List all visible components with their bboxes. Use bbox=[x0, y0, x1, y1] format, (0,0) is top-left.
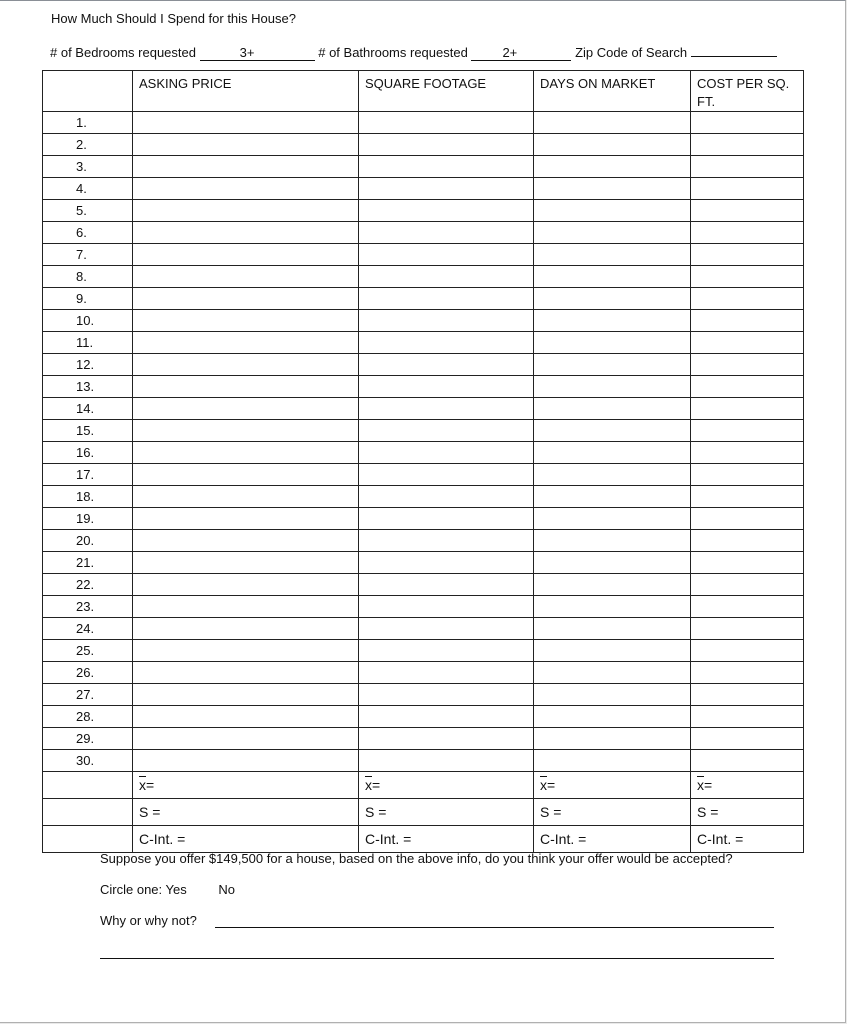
days-on-market-mean[interactable] bbox=[534, 772, 691, 799]
yes-option[interactable]: Yes bbox=[165, 882, 187, 897]
mean-equals: = bbox=[704, 777, 713, 793]
row-number: 22. bbox=[43, 574, 133, 596]
mean-row-label bbox=[43, 772, 133, 799]
row-number: 9. bbox=[43, 288, 133, 310]
cost-per-sqft-cell[interactable] bbox=[691, 640, 804, 662]
square-footage-cell[interactable] bbox=[359, 244, 534, 266]
asking-price-cell[interactable] bbox=[133, 684, 359, 706]
asking-price-cell[interactable] bbox=[133, 728, 359, 750]
days-on-market-sd[interactable]: S = bbox=[534, 799, 691, 826]
mean-row bbox=[43, 772, 804, 799]
table-row bbox=[43, 376, 804, 398]
row-number: 16. bbox=[43, 442, 133, 464]
cost-per-sqft-cell[interactable] bbox=[691, 178, 804, 200]
table-row bbox=[43, 552, 804, 574]
square-footage-cell[interactable] bbox=[359, 178, 534, 200]
table-row bbox=[43, 574, 804, 596]
cost-per-sqft-mean[interactable] bbox=[691, 772, 804, 799]
why-label: Why or why not? bbox=[100, 913, 197, 928]
square-footage-cell[interactable] bbox=[359, 288, 534, 310]
cost-per-sqft-ci[interactable]: C-Int. = bbox=[691, 826, 804, 853]
cost-per-sqft-cell[interactable] bbox=[691, 420, 804, 442]
sd-row bbox=[43, 799, 804, 826]
table-row bbox=[43, 750, 804, 772]
square-footage-cell[interactable] bbox=[359, 156, 534, 178]
days-on-market-cell[interactable] bbox=[534, 464, 691, 486]
square-footage-cell[interactable] bbox=[359, 684, 534, 706]
table-row bbox=[43, 530, 804, 552]
asking-price-cell[interactable] bbox=[133, 112, 359, 134]
table-row bbox=[43, 244, 804, 266]
row-number: 15. bbox=[43, 420, 133, 442]
row-number: 23. bbox=[43, 596, 133, 618]
asking-price-sd[interactable]: S = bbox=[133, 799, 359, 826]
why-answer-line-1[interactable] bbox=[215, 927, 774, 928]
table-header-row bbox=[43, 71, 804, 112]
square-footage-cell[interactable] bbox=[359, 750, 534, 772]
table-row bbox=[43, 618, 804, 640]
square-footage-cell[interactable] bbox=[359, 420, 534, 442]
cost-per-sqft-cell[interactable] bbox=[691, 552, 804, 574]
table-row bbox=[43, 640, 804, 662]
days-on-market-cell[interactable] bbox=[534, 640, 691, 662]
cost-per-sqft-cell[interactable] bbox=[691, 332, 804, 354]
asking-price-cell[interactable] bbox=[133, 178, 359, 200]
row-number: 3. bbox=[43, 156, 133, 178]
bathrooms-field[interactable] bbox=[471, 46, 571, 61]
table-row bbox=[43, 486, 804, 508]
row-number: 20. bbox=[43, 530, 133, 552]
row-number: 6. bbox=[43, 222, 133, 244]
cost-per-sqft-cell[interactable] bbox=[691, 750, 804, 772]
asking-price-cell[interactable] bbox=[133, 750, 359, 772]
cost-per-sqft-cell[interactable] bbox=[691, 596, 804, 618]
house-data-table bbox=[42, 70, 804, 853]
table-row bbox=[43, 134, 804, 156]
row-number: 11. bbox=[43, 332, 133, 354]
cost-per-sqft-cell[interactable] bbox=[691, 728, 804, 750]
asking-price-cell[interactable] bbox=[133, 310, 359, 332]
cost-per-sqft-sd[interactable]: S = bbox=[691, 799, 804, 826]
table-row bbox=[43, 684, 804, 706]
row-number: 12. bbox=[43, 354, 133, 376]
table-row bbox=[43, 112, 804, 134]
square-footage-cell[interactable] bbox=[359, 640, 534, 662]
row-number: 29. bbox=[43, 728, 133, 750]
asking-price-cell[interactable] bbox=[133, 618, 359, 640]
table-row bbox=[43, 728, 804, 750]
mean-equals: = bbox=[372, 777, 381, 793]
asking-price-ci[interactable]: C-Int. = bbox=[133, 826, 359, 853]
row-number: 26. bbox=[43, 662, 133, 684]
square-footage-cell[interactable] bbox=[359, 200, 534, 222]
square-footage-cell[interactable] bbox=[359, 464, 534, 486]
cost-per-sqft-cell[interactable] bbox=[691, 156, 804, 178]
search-criteria bbox=[50, 41, 777, 61]
days-on-market-cell[interactable] bbox=[534, 728, 691, 750]
table-row bbox=[43, 442, 804, 464]
row-number: 4. bbox=[43, 178, 133, 200]
days-on-market-cell[interactable] bbox=[534, 442, 691, 464]
header-asking-price: ASKING PRICE bbox=[133, 71, 359, 112]
header-cost-per-sqft: COST PER SQ. FT. bbox=[691, 71, 804, 112]
no-option[interactable]: No bbox=[218, 882, 235, 897]
mean-equals: = bbox=[547, 777, 556, 793]
asking-price-cell[interactable] bbox=[133, 222, 359, 244]
square-footage-cell[interactable] bbox=[359, 706, 534, 728]
row-number: 10. bbox=[43, 310, 133, 332]
days-on-market-cell[interactable] bbox=[534, 508, 691, 530]
cost-per-sqft-cell[interactable] bbox=[691, 266, 804, 288]
days-on-market-cell[interactable] bbox=[534, 618, 691, 640]
table-row bbox=[43, 222, 804, 244]
asking-price-cell[interactable] bbox=[133, 552, 359, 574]
cost-per-sqft-cell[interactable] bbox=[691, 574, 804, 596]
square-footage-cell[interactable] bbox=[359, 134, 534, 156]
days-on-market-cell[interactable] bbox=[534, 552, 691, 574]
circle-one bbox=[100, 882, 235, 897]
row-number: 18. bbox=[43, 486, 133, 508]
asking-price-cell[interactable] bbox=[133, 530, 359, 552]
asking-price-cell[interactable] bbox=[133, 244, 359, 266]
row-number: 7. bbox=[43, 244, 133, 266]
asking-price-cell[interactable] bbox=[133, 288, 359, 310]
row-number: 1. bbox=[43, 112, 133, 134]
square-footage-cell[interactable] bbox=[359, 486, 534, 508]
cost-per-sqft-cell[interactable] bbox=[691, 222, 804, 244]
cost-per-sqft-cell[interactable] bbox=[691, 442, 804, 464]
square-footage-cell[interactable] bbox=[359, 112, 534, 134]
square-footage-cell[interactable] bbox=[359, 310, 534, 332]
mean-equals: = bbox=[146, 777, 155, 793]
table-row bbox=[43, 354, 804, 376]
mean-symbol: $\overline{x}$ bbox=[139, 777, 146, 793]
cost-per-sqft-cell[interactable] bbox=[691, 398, 804, 420]
days-on-market-cell[interactable] bbox=[534, 178, 691, 200]
row-number: 27. bbox=[43, 684, 133, 706]
asking-price-cell[interactable] bbox=[133, 200, 359, 222]
asking-price-cell[interactable] bbox=[133, 662, 359, 684]
days-on-market-cell[interactable] bbox=[534, 420, 691, 442]
cost-per-sqft-cell[interactable] bbox=[691, 464, 804, 486]
cost-per-sqft-cell[interactable] bbox=[691, 200, 804, 222]
square-footage-cell[interactable] bbox=[359, 376, 534, 398]
square-footage-cell[interactable] bbox=[359, 222, 534, 244]
asking-price-cell[interactable] bbox=[133, 486, 359, 508]
asking-price-cell[interactable] bbox=[133, 464, 359, 486]
square-footage-cell[interactable] bbox=[359, 728, 534, 750]
row-number: 17. bbox=[43, 464, 133, 486]
square-footage-cell[interactable] bbox=[359, 508, 534, 530]
cost-per-sqft-cell[interactable] bbox=[691, 662, 804, 684]
asking-price-cell[interactable] bbox=[133, 640, 359, 662]
days-on-market-cell[interactable] bbox=[534, 354, 691, 376]
page-title: How Much Should I Spend for this House? bbox=[51, 11, 296, 26]
asking-price-cell[interactable] bbox=[133, 266, 359, 288]
table-row bbox=[43, 200, 804, 222]
ci-row bbox=[43, 826, 804, 853]
asking-price-cell[interactable] bbox=[133, 508, 359, 530]
cost-per-sqft-cell[interactable] bbox=[691, 508, 804, 530]
days-on-market-cell[interactable] bbox=[534, 244, 691, 266]
square-footage-sd[interactable]: S = bbox=[359, 799, 534, 826]
cost-per-sqft-cell[interactable] bbox=[691, 354, 804, 376]
cost-per-sqft-cell[interactable] bbox=[691, 288, 804, 310]
offer-question: Suppose you offer $149,500 for a house, based on the above info, do you think your offer would be accepted? bbox=[100, 851, 733, 866]
row-number: 5. bbox=[43, 200, 133, 222]
table-row bbox=[43, 464, 804, 486]
sd-row-label bbox=[43, 799, 133, 826]
square-footage-cell[interactable] bbox=[359, 442, 534, 464]
ci-row-label bbox=[43, 826, 133, 853]
asking-price-cell[interactable] bbox=[133, 442, 359, 464]
table-row bbox=[43, 266, 804, 288]
square-footage-mean[interactable] bbox=[359, 772, 534, 799]
asking-price-cell[interactable] bbox=[133, 398, 359, 420]
square-footage-cell[interactable] bbox=[359, 266, 534, 288]
header-square-footage: SQUARE FOOTAGE bbox=[359, 71, 534, 112]
days-on-market-cell[interactable] bbox=[534, 288, 691, 310]
zip-field[interactable] bbox=[691, 41, 777, 57]
days-on-market-cell[interactable] bbox=[534, 574, 691, 596]
cost-per-sqft-cell[interactable] bbox=[691, 376, 804, 398]
asking-price-cell[interactable] bbox=[133, 332, 359, 354]
square-footage-ci[interactable]: C-Int. = bbox=[359, 826, 534, 853]
days-on-market-cell[interactable] bbox=[534, 156, 691, 178]
days-on-market-cell[interactable] bbox=[534, 266, 691, 288]
days-on-market-cell[interactable] bbox=[534, 376, 691, 398]
row-number: 28. bbox=[43, 706, 133, 728]
days-on-market-cell[interactable] bbox=[534, 310, 691, 332]
mean-symbol: $\overline{x}$ bbox=[365, 777, 372, 793]
days-on-market-cell[interactable] bbox=[534, 112, 691, 134]
asking-price-cell[interactable] bbox=[133, 376, 359, 398]
table-row bbox=[43, 420, 804, 442]
row-number: 2. bbox=[43, 134, 133, 156]
cost-per-sqft-cell[interactable] bbox=[691, 530, 804, 552]
table-row bbox=[43, 508, 804, 530]
days-on-market-cell[interactable] bbox=[534, 398, 691, 420]
mean-symbol: $\overline{x}$ bbox=[697, 777, 704, 793]
asking-price-cell[interactable] bbox=[133, 706, 359, 728]
cost-per-sqft-cell[interactable] bbox=[691, 706, 804, 728]
table-row bbox=[43, 398, 804, 420]
days-on-market-cell[interactable] bbox=[534, 706, 691, 728]
days-on-market-cell[interactable] bbox=[534, 332, 691, 354]
asking-price-cell[interactable] bbox=[133, 156, 359, 178]
header-row-number bbox=[43, 71, 133, 112]
header-days-on-market: DAYS ON MARKET bbox=[534, 71, 691, 112]
days-on-market-cell[interactable] bbox=[534, 662, 691, 684]
asking-price-mean[interactable] bbox=[133, 772, 359, 799]
table-row bbox=[43, 332, 804, 354]
zip-label: Zip Code of Search bbox=[575, 45, 688, 60]
table-row bbox=[43, 310, 804, 332]
square-footage-cell[interactable] bbox=[359, 618, 534, 640]
days-on-market-cell[interactable] bbox=[534, 134, 691, 156]
asking-price-cell[interactable] bbox=[133, 574, 359, 596]
cost-per-sqft-cell[interactable] bbox=[691, 310, 804, 332]
asking-price-cell[interactable] bbox=[133, 420, 359, 442]
cost-per-sqft-cell[interactable] bbox=[691, 486, 804, 508]
bedrooms-field[interactable] bbox=[200, 46, 315, 61]
row-number: 30. bbox=[43, 750, 133, 772]
bedrooms-label: # of Bedrooms requested bbox=[50, 45, 196, 60]
table-row bbox=[43, 662, 804, 684]
circle-one-label: Circle one: bbox=[100, 882, 163, 897]
square-footage-cell[interactable] bbox=[359, 354, 534, 376]
square-footage-cell[interactable] bbox=[359, 332, 534, 354]
asking-price-cell[interactable] bbox=[133, 596, 359, 618]
days-on-market-ci[interactable]: C-Int. = bbox=[534, 826, 691, 853]
mean-symbol: $\overline{x}$ bbox=[540, 777, 547, 793]
cost-per-sqft-cell[interactable] bbox=[691, 244, 804, 266]
row-number: 19. bbox=[43, 508, 133, 530]
cost-per-sqft-cell[interactable] bbox=[691, 134, 804, 156]
table-row bbox=[43, 706, 804, 728]
row-number: 13. bbox=[43, 376, 133, 398]
row-number: 21. bbox=[43, 552, 133, 574]
days-on-market-cell[interactable] bbox=[534, 750, 691, 772]
bathrooms-value: 2+ bbox=[502, 45, 518, 60]
row-number: 25. bbox=[43, 640, 133, 662]
row-number: 14. bbox=[43, 398, 133, 420]
bathrooms-label: # of Bathrooms requested bbox=[318, 45, 468, 60]
table-row bbox=[43, 596, 804, 618]
days-on-market-cell[interactable] bbox=[534, 200, 691, 222]
square-footage-cell[interactable] bbox=[359, 662, 534, 684]
cost-per-sqft-cell[interactable] bbox=[691, 684, 804, 706]
cost-per-sqft-cell[interactable] bbox=[691, 112, 804, 134]
cost-per-sqft-cell[interactable] bbox=[691, 618, 804, 640]
days-on-market-cell[interactable] bbox=[534, 530, 691, 552]
days-on-market-cell[interactable] bbox=[534, 486, 691, 508]
square-footage-cell[interactable] bbox=[359, 530, 534, 552]
why-answer-line-2[interactable] bbox=[100, 958, 774, 959]
asking-price-cell[interactable] bbox=[133, 134, 359, 156]
asking-price-cell[interactable] bbox=[133, 354, 359, 376]
table-row bbox=[43, 156, 804, 178]
square-footage-cell[interactable] bbox=[359, 398, 534, 420]
square-footage-cell[interactable] bbox=[359, 574, 534, 596]
row-number: 8. bbox=[43, 266, 133, 288]
square-footage-cell[interactable] bbox=[359, 596, 534, 618]
row-number: 24. bbox=[43, 618, 133, 640]
days-on-market-cell[interactable] bbox=[534, 684, 691, 706]
table-row bbox=[43, 288, 804, 310]
square-footage-cell[interactable] bbox=[359, 552, 534, 574]
days-on-market-cell[interactable] bbox=[534, 222, 691, 244]
bedrooms-value: 3+ bbox=[239, 45, 255, 60]
table-row bbox=[43, 178, 804, 200]
days-on-market-cell[interactable] bbox=[534, 596, 691, 618]
